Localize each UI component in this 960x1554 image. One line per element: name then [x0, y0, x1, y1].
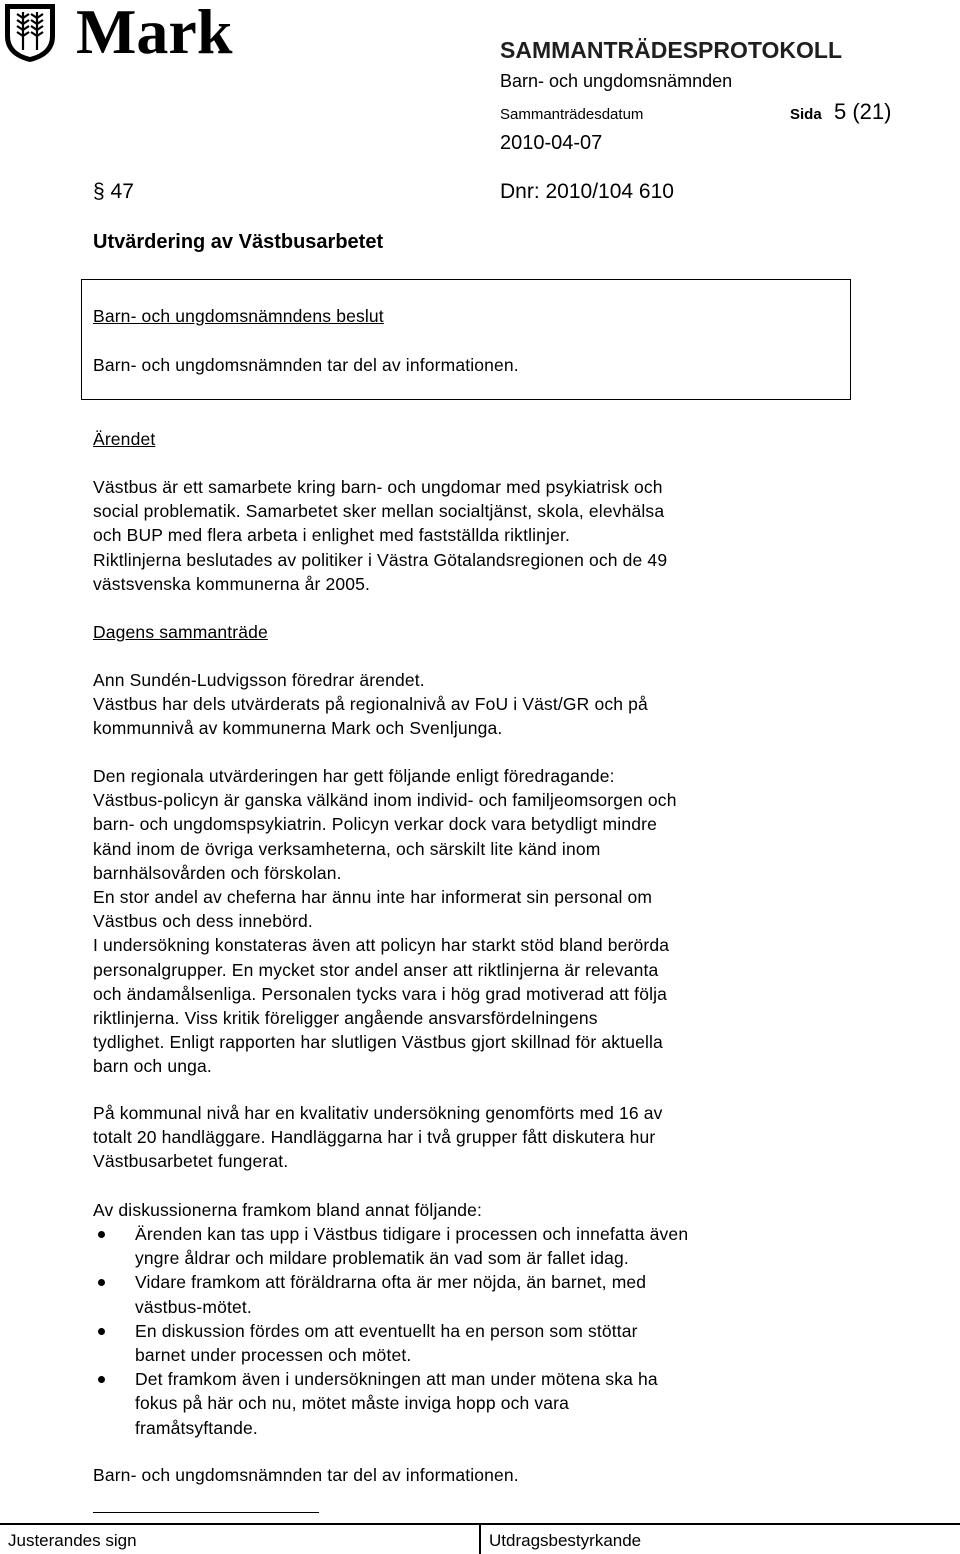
text-line: barnet under processen och mötet. [135, 1345, 412, 1366]
text-line: Västbus och dess innebörd. [93, 911, 313, 932]
kommunal-evaluation-paragraph [93, 1101, 663, 1174]
text-line: riktlinjerna. Viss kritik föreligger angående ansvarsfördelningens [93, 1008, 598, 1029]
list-item [93, 1270, 688, 1318]
page-label: Sida [790, 106, 822, 123]
document-title: SAMMANTRÄDESPROTOKOLL [500, 37, 843, 63]
text-line: och ändamålsenliga. Personalen tycks vara i hög grad motiverad att följa [93, 983, 668, 1004]
text-line: barnhälsovården och förskolan. [93, 862, 342, 883]
text-line: Västbus är ett samarbete kring barn- och ungdomar med psykiatrisk och [93, 477, 663, 497]
text-line: yngre åldrar och mildare problematik än vad som är fallet idag. [135, 1248, 629, 1269]
arendet-heading: Ärendet [93, 429, 156, 449]
diary-number: Dnr: 2010/104 610 [500, 180, 674, 203]
list-item [93, 1367, 688, 1440]
case-title: Utvärdering av Västbusarbetet [93, 231, 384, 253]
meeting-date: 2010-04-07 [500, 132, 603, 154]
text-line: personalgrupper. En mycket stor andel anser att riktlinjerna är relevanta [93, 959, 659, 980]
text-line: barn- och ungdomspsykiatrin. Policyn verkar dock vara betydligt mindre [93, 814, 657, 835]
footer-justerandes-sign: Justerandes sign [8, 1531, 137, 1550]
text-line: Ann Sundén-Ludvigsson föredrar ärendet. [93, 670, 425, 690]
bullet-icon [98, 1376, 105, 1383]
decision-text: Barn- och ungdomsnämnden tar del av informationen. [93, 355, 519, 375]
logo-text: Mark [76, 0, 233, 67]
decision-heading: Barn- och ungdomsnämndens beslut [93, 306, 384, 326]
footer-column-divider [479, 1524, 481, 1554]
text-line: kommunnivå av kommunerna Mark och Svenljunga. [93, 718, 503, 739]
text-line: Västbusarbetet fungerat. [93, 1151, 289, 1172]
page-number: 5 (21) [834, 99, 892, 124]
text-line: Riktlinjerna beslutades av politiker i Västra Götalandsregionen och de 49 [93, 549, 668, 570]
list-item [93, 1222, 688, 1270]
text-line: Ärenden kan tas upp i Västbus tidigare i processen och innefatta även [135, 1224, 689, 1244]
bullet-icon [98, 1328, 105, 1335]
bullet-icon [98, 1279, 105, 1286]
text-line: På kommunal nivå har en kvalitativ undersökning genomförts med 16 av [93, 1103, 663, 1123]
text-line: I undersökning konstateras även att policyn har starkt stöd bland berörda [93, 935, 670, 956]
section-number-value: 47 [110, 180, 134, 203]
footer-utdragsbestyrkande: Utdragsbestyrkande [489, 1531, 642, 1550]
text-line: totalt 20 handläggare. Handläggarna har i två grupper fått diskutera hur [93, 1127, 656, 1148]
text-line: social problematik. Samarbetet sker mellan socialtjänst, skola, elevhälsa [93, 501, 665, 522]
discussion-intro: Av diskussionerna framkom bland annat följande: [93, 1200, 483, 1220]
municipal-coat-of-arms-icon [3, 2, 57, 64]
text-line: västbus-mötet. [135, 1296, 252, 1317]
text-line: Den regionala utvärderingen har gett följande enligt föredragande: [93, 766, 615, 786]
text-line: tydlighet. Enligt rapporten har slutligen Västbus gjort skillnad för aktuella [93, 1032, 663, 1053]
signature-line [93, 1512, 319, 1513]
text-line: barn och unga. [93, 1056, 212, 1077]
regional-evaluation-paragraph [93, 764, 677, 1079]
text-line: känd inom de övriga verksamheterna, och särskilt lite känd inom [93, 838, 601, 859]
dagens-heading: Dagens sammanträde [93, 622, 268, 642]
text-line: västsvenska kommunerna år 2005. [93, 573, 371, 594]
section-symbol: § [93, 180, 105, 203]
section-number [93, 178, 134, 206]
text-line: och BUP med flera arbeta i enlighet med fastställda riktlinjer. [93, 525, 571, 546]
closing-statement: Barn- och ungdomsnämnden tar del av informationen. [93, 1465, 519, 1485]
bullet-icon [98, 1231, 105, 1238]
text-line: framåtsyftande. [135, 1417, 258, 1438]
date-label: Sammanträdesdatum [500, 106, 644, 123]
text-line: Vidare framkom att föräldrarna ofta är mer nöjda, än barnet, med [135, 1272, 647, 1293]
committee-name: Barn- och ungdomsnämnden [500, 71, 733, 91]
text-line: Det framkom även i undersökningen att man under mötena ska ha [135, 1369, 658, 1390]
text-line: Västbus-policyn är ganska välkänd inom individ- och familjeomsorgen och [93, 790, 677, 811]
decision-box [81, 279, 851, 400]
arendet-paragraph [93, 475, 667, 596]
text-line: fokus på här och nu, mötet måste inviga hopp och vara [135, 1393, 570, 1414]
text-line: En diskussion fördes om att eventuellt ha en person som stöttar [135, 1320, 638, 1341]
list-item [93, 1319, 688, 1367]
dagens-intro [93, 668, 648, 741]
text-line: Västbus har dels utvärderats på regionalnivå av FoU i Väst/GR och på [93, 694, 648, 715]
discussion-list [93, 1222, 688, 1440]
text-line: En stor andel av cheferna har ännu inte har informerat sin personal om [93, 887, 653, 908]
